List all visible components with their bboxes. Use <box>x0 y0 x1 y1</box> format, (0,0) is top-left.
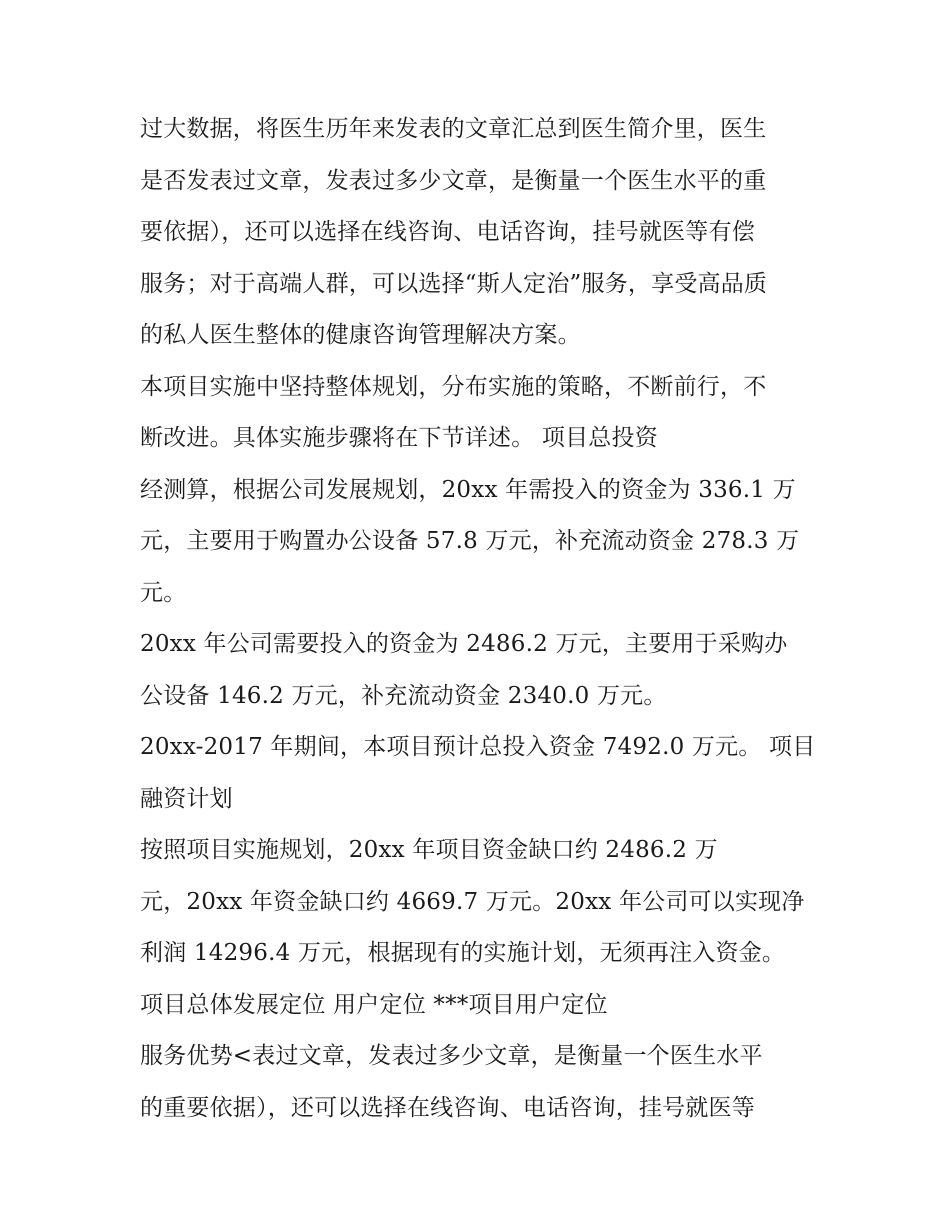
text-line: 的私人医生整体的健康咨询管理解决方案。 <box>140 322 581 348</box>
text-line: 本项目实施中坚持整体规划，分布实施的策略，不断前行，不 <box>140 373 767 400</box>
text-line: 是否发表过文章，发表过多少文章，是衡量一个医生水平的重 <box>140 167 767 194</box>
text-line: 过大数据，将医生历年来发表的文章汇总到医生简介里，医生 <box>140 116 767 142</box>
text-line: 要依据），还可以选择在线咨询、电话咨询，挂号就医等有偿 <box>140 219 755 245</box>
text-line: 公设备 146.2 万元，补充流动资金 2340.0 万元。 <box>140 682 667 709</box>
text-line: 按照项目实施规划，20xx 年项目资金缺口约 2486.2 万 <box>140 837 718 863</box>
text-line: 元。 <box>140 579 187 606</box>
text-line: 元，20xx 年资金缺口约 4669.7 万元。20xx 年公司可以实现净 <box>140 888 805 915</box>
text-line: 20xx 年公司需要投入的资金为 2486.2 万元，主要用于采购办 <box>140 631 788 657</box>
text-line: 项目总体发展定位 用户定位 ***项目用户定位 <box>140 991 608 1018</box>
text-line: 元，主要用于购置办公设备 57.8 万元，补充流动资金 278.3 万 <box>140 528 800 554</box>
text-line: 断改进。具体实施步骤将在下节详述。 项目总投资 <box>140 425 658 451</box>
text-line: 的重要依据），还可以选择在线咨询、电话咨询，挂号就医等 <box>140 1094 755 1121</box>
document-body <box>140 104 830 1134</box>
text-line: 经测算，根据公司发展规划，20xx 年需投入的资金为 336.1 万 <box>140 476 796 503</box>
text-line: 20xx-2017 年期间，本项目预计总投入资金 7492.0 万元。 项目 <box>140 734 816 760</box>
text-line: 服务；对于高端人群，可以选择“斯人定治”服务，享受高品质 <box>140 270 768 297</box>
text-line: 服务优势<表过文章，发表过多少文章，是衡量一个医生水平 <box>140 1043 763 1069</box>
text-line: 融资计划 <box>140 785 233 812</box>
text-line: 利润 14296.4 万元，根据现有的实施计划，无须再注入资金。 <box>140 940 786 966</box>
